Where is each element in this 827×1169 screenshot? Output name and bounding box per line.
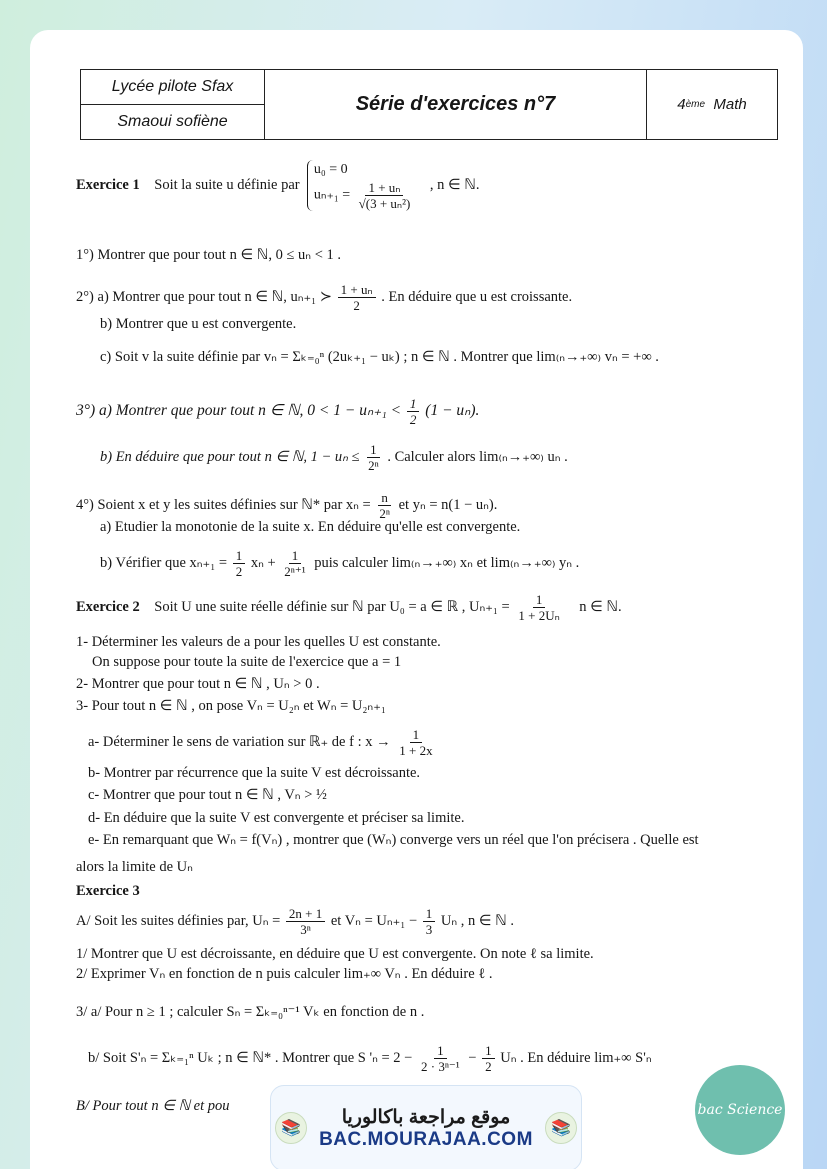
level-sup: ème bbox=[685, 99, 706, 110]
class-level bbox=[647, 70, 777, 139]
ex2-q1b: On suppose pour toute la suite de l'exercice que a = 1 bbox=[92, 654, 402, 670]
ex1-q4 bbox=[76, 490, 497, 521]
ex2-recurrence-fraction bbox=[515, 592, 562, 623]
ex1-q3b bbox=[100, 442, 568, 473]
ex1-q4-fraction bbox=[376, 490, 393, 521]
ex1-recurrence-lhs: uₙ₊₁ = bbox=[313, 187, 351, 203]
school-name: Lycée pilote Sfax bbox=[81, 70, 264, 105]
ex1-system bbox=[307, 160, 415, 211]
ex1-q4b-tail: puis calculer lim₍ₙ→₊∞₎ xₙ et lim₍ₙ→₊∞₎ yₙ . bbox=[314, 554, 580, 571]
ex3-q2: 2/ Exprimer Vₙ en fonction de n puis calculer lim₊∞ Vₙ . En déduire ℓ . bbox=[76, 966, 493, 982]
frac-num: 1 bbox=[410, 727, 423, 743]
ex1-q2a-tail: . En déduire que u est croissante. bbox=[381, 288, 573, 305]
ex1-q4b bbox=[100, 548, 579, 579]
frac-num: 1 bbox=[533, 592, 546, 608]
ex3-q3b-fraction-1 bbox=[418, 1043, 463, 1074]
bac-science-badge: bac Science bbox=[695, 1065, 785, 1155]
ex2-intro: Soit U une suite réelle définie sur ℕ par U₀ = a ∈ ℝ , Uₙ₊₁ = bbox=[154, 598, 510, 615]
ex1-q2c-sum: Σₖ₌₀ⁿ (2uₖ₊₁ − uₖ) ; n ∈ ℕ bbox=[292, 349, 450, 365]
ex1-q3a-text: 3°) a) Montrer que pour tout n ∈ ℕ, 0 < 1 − uₙ₊₁ < bbox=[76, 402, 402, 420]
ex3-q3b-mid: − bbox=[468, 1049, 477, 1066]
frac-num: 1 bbox=[434, 1043, 447, 1059]
frac-den: 2 bbox=[409, 412, 417, 427]
ex3-un-fraction bbox=[286, 906, 325, 937]
frac-num: 1 bbox=[482, 1043, 495, 1059]
frac-num: n bbox=[378, 490, 391, 506]
frac-den: 2 · 3ⁿ⁻¹ bbox=[420, 1059, 460, 1074]
ex2-q3a-text: a- Déterminer le sens de variation sur ℝ₊ de f : x → bbox=[88, 733, 391, 750]
ex2-q3c: c- Montrer que pour tout n ∈ ℕ , Vₙ > ½ bbox=[88, 787, 327, 803]
ex1-q2b: b) Montrer que u est convergente. bbox=[100, 316, 297, 332]
ex1-q4b-mid: xₙ + bbox=[250, 554, 276, 571]
frac-den: √(3 + uₙ²) bbox=[358, 196, 411, 211]
ex3-q3b-fraction-2 bbox=[482, 1043, 495, 1074]
ex3-a-text: A/ Soit les suites définies par, Uₙ = bbox=[76, 912, 281, 929]
ex1-q3a-fraction bbox=[407, 396, 420, 427]
frac-den: 2ⁿ bbox=[368, 458, 379, 473]
ex3-q3b-tail: Uₙ . En déduire lim₊∞ S'ₙ bbox=[500, 1049, 652, 1066]
ex1-u0: u₀ = 0 bbox=[313, 162, 348, 177]
frac-den: 1 + 2Uₙ bbox=[518, 608, 560, 623]
frac-num: 2n + 1 bbox=[286, 906, 325, 922]
level-name: Math bbox=[713, 96, 747, 113]
banner-url[interactable]: BAC.MOURAJAA.COM bbox=[319, 1128, 533, 1150]
ex1-q3b-text: b) En déduire que pour tout n ∈ ℕ, 1 − uₙ ≤ bbox=[100, 448, 360, 465]
ex1-recurrence-fraction bbox=[356, 180, 414, 211]
ex3-definition bbox=[76, 906, 514, 937]
level-number: 4 bbox=[677, 96, 686, 113]
ex3-q1: 1/ Montrer que U est décroissante, en déduire que U est convergente. On note ℓ sa limite. bbox=[76, 946, 594, 962]
ex3-vn-fraction bbox=[423, 906, 436, 937]
ex1-q3a-tail: (1 − uₙ). bbox=[425, 402, 480, 420]
header-left bbox=[81, 70, 265, 139]
ex1-q2c bbox=[100, 348, 659, 366]
frac-den: 1 + 2x bbox=[399, 743, 433, 758]
frac-num: 1 bbox=[367, 442, 380, 458]
site-banner[interactable] bbox=[270, 1085, 582, 1169]
ex2-q3: 3- Pour tout n ∈ ℕ , on pose Vₙ = U₂ₙ et Wₙ = U₂ₙ₊₁ bbox=[76, 698, 386, 714]
ex2-q3e: e- En remarquant que Wₙ = f(Vₙ) , montrer que (Wₙ) converge vers un réel que l'on précisera . Quelle est bbox=[88, 832, 699, 848]
ex1-q2a bbox=[76, 282, 572, 313]
banner-arabic: موقع مراجعة باكالوريا bbox=[341, 1106, 511, 1128]
frac-den: 3ⁿ bbox=[300, 922, 311, 937]
ex2-q3e-continued: alors la limite de Uₙ bbox=[76, 859, 193, 875]
ex1-definition bbox=[76, 160, 479, 211]
ex1-q2c-text: c) Soit v la suite définie par vₙ = bbox=[100, 349, 289, 365]
ex2-q2: 2- Montrer que pour tout n ∈ ℕ , Uₙ > 0 . bbox=[76, 676, 320, 692]
ex3-q3b bbox=[88, 1043, 652, 1074]
worksheet-page bbox=[30, 30, 803, 1169]
frac-num: 1 bbox=[407, 396, 420, 412]
frac-den: 2 bbox=[485, 1059, 492, 1074]
ex1-q2a-fraction bbox=[338, 282, 376, 313]
ex3-a-tail: Uₙ , n ∈ ℕ . bbox=[440, 912, 515, 929]
ex1-intro: Soit la suite u définie par bbox=[154, 176, 300, 193]
ex2-definition bbox=[76, 592, 622, 623]
ex2-q3d: d- En déduire que la suite V est convergente et préciser sa limite. bbox=[88, 810, 465, 826]
banner-text bbox=[319, 1106, 533, 1151]
book-icon: 📚 bbox=[275, 1112, 307, 1144]
header-table bbox=[80, 69, 778, 140]
ex1-q3b-fraction bbox=[365, 442, 382, 473]
frac-den: 2 bbox=[235, 564, 243, 579]
frac-num: 1 + uₙ bbox=[338, 282, 376, 298]
frac-num: 1 bbox=[233, 548, 246, 564]
ex3-q3a: 3/ a/ Pour n ≥ 1 ; calculer Sₙ = Σₖ₌₀ⁿ⁻¹ Vₖ en fonction de n . bbox=[76, 1004, 425, 1020]
ex1-domain: , n ∈ ℕ. bbox=[429, 176, 480, 193]
ex2-q1: 1- Déterminer les valeurs de a pour les quelles U est constante. bbox=[76, 634, 441, 650]
ex1-recurrence bbox=[314, 180, 415, 211]
series-title: Série d'exercices n°7 bbox=[265, 70, 647, 139]
ex1-q4-text: 4°) Soient x et y les suites définies sur ℕ* par xₙ = bbox=[76, 496, 371, 513]
ex1-title: Exercice 1 bbox=[76, 176, 140, 193]
ex1-q4b-text: b) Vérifier que xₙ₊₁ = bbox=[100, 554, 228, 571]
teacher-name: Smaoui sofiène bbox=[117, 113, 228, 130]
ex1-q4b-fraction-1 bbox=[233, 548, 246, 579]
frac-den: 2ⁿ bbox=[379, 506, 390, 521]
ex1-q2c-tail: . Montrer que lim₍ₙ→₊∞₎ vₙ = +∞ . bbox=[453, 349, 659, 365]
ex1-q4-tail: et yₙ = n(1 − uₙ). bbox=[398, 496, 498, 513]
ex3-a-mid: et Vₙ = Uₙ₊₁ − bbox=[330, 912, 418, 929]
ex2-q3b: b- Montrer par récurrence que la suite V est décroissante. bbox=[88, 765, 421, 781]
ex3-q3b-text: b/ Soit S'ₙ = Σₖ₌₁ⁿ Uₖ ; n ∈ ℕ* . Montrer que S 'ₙ = 2 − bbox=[88, 1049, 413, 1066]
ex3-title: Exercice 3 bbox=[76, 883, 140, 899]
ex2-title: Exercice 2 bbox=[76, 598, 140, 615]
frac-den: 3 bbox=[425, 922, 433, 937]
ex1-q4b-fraction-2 bbox=[281, 548, 308, 579]
ex1-q1: 1°) Montrer que pour tout n ∈ ℕ, 0 ≤ uₙ < 1 . bbox=[76, 247, 341, 263]
ex1-q4a: a) Etudier la monotonie de la suite x. En déduire qu'elle est convergente. bbox=[100, 519, 521, 535]
book-icon: 📚 bbox=[545, 1112, 577, 1144]
ex2-q3a-fraction bbox=[396, 727, 435, 758]
frac-num: 1 + uₙ bbox=[365, 180, 403, 196]
frac-den: 2ⁿ⁺¹ bbox=[284, 564, 306, 579]
ex1-q2a-text: 2°) a) Montrer que pour tout n ∈ ℕ, uₙ₊₁ ≻ bbox=[76, 288, 332, 305]
frac-den: 2 bbox=[353, 298, 360, 313]
frac-num: 1 bbox=[423, 906, 436, 922]
ex2-domain: n ∈ ℕ. bbox=[579, 598, 622, 615]
frac-num: 1 bbox=[289, 548, 302, 564]
ex3-qB-start: B/ Pour tout n ∈ ℕ et pou bbox=[76, 1098, 230, 1114]
ex2-q3a bbox=[88, 727, 438, 758]
ex1-q3b-tail: . Calculer alors lim₍ₙ→₊∞₎ uₙ . bbox=[387, 448, 568, 465]
ex1-q3a bbox=[76, 396, 479, 427]
